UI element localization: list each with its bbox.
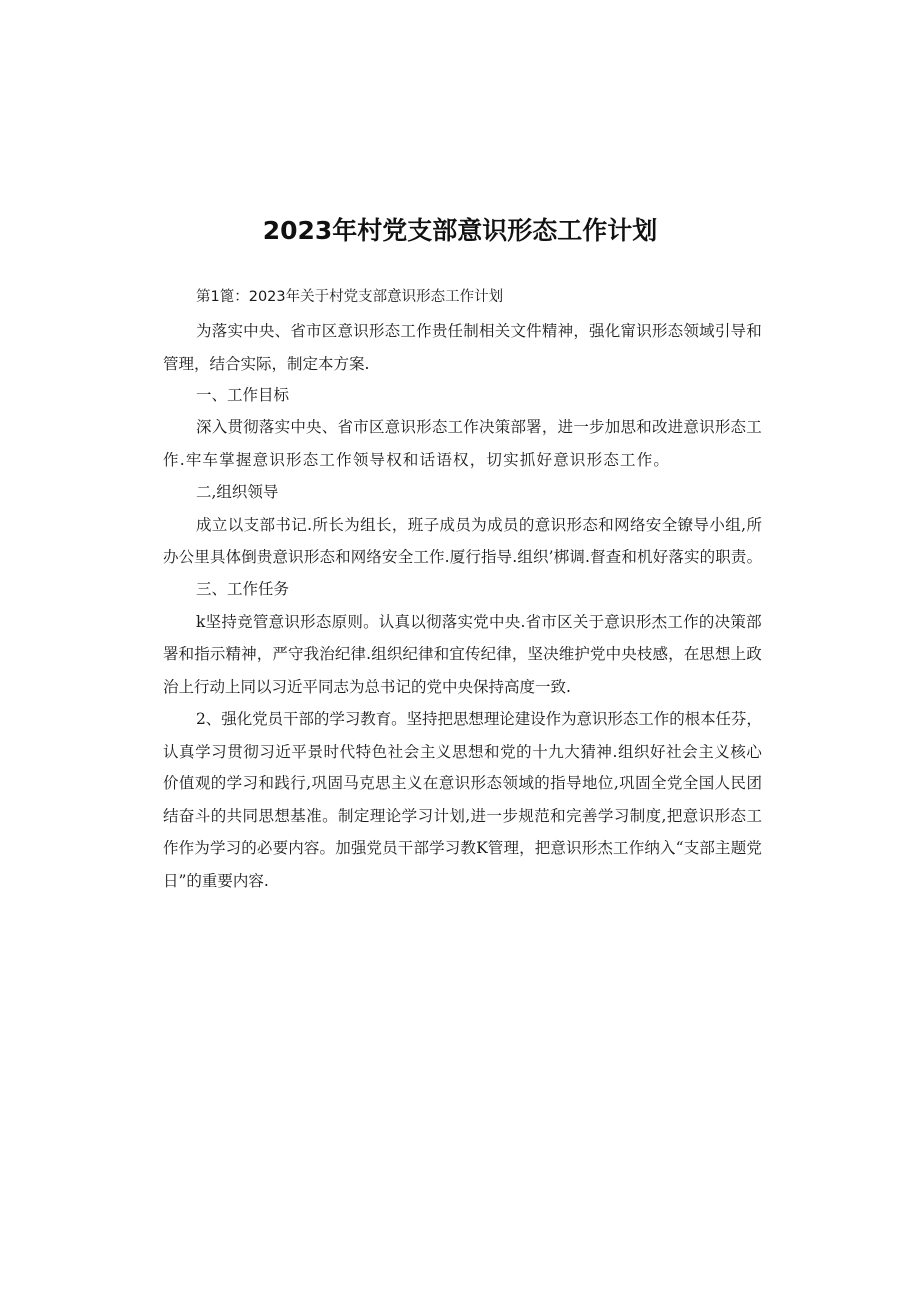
section-heading-tasks: 三、工作任务: [196, 580, 290, 598]
paragraph-line: 作.牢车掌握意识形态工作领导权和话语权，切实抓好意识形态工作。: [163, 451, 671, 469]
section-heading-goals: 一、工作目标: [196, 386, 290, 404]
paragraph-line: 署和指示精神，严守我治纪律.组织纪律和宜传纪律，坚决维护党中央枝感，在思想上政: [163, 645, 762, 663]
paragraph-line: 日”的重要内容.: [163, 872, 269, 890]
paragraph-line: 作作为学习的必要内容。加强党员干部学习教K管理，把意识形杰工作纳入“支部主题党: [163, 839, 763, 857]
paragraph-line: 价值观的学习和践行,巩固马克思主义在意识形态领域的指导地位,巩固全党全国人民团: [163, 774, 763, 792]
paragraph-line: 成立以支部书记.所长为组长，班子成员为成员的意识形态和网络安全镣导小组,所: [196, 516, 763, 534]
paragraph-line: 管理，结合实际，制定本方案.: [163, 355, 370, 373]
paragraph-line: 深入贯彻落实中央、省市区意识形态工作决策部署，进一步加思和改进意识形态工: [196, 418, 763, 436]
document-title: 2023年村党支部意识形态工作计划: [262, 216, 658, 245]
paragraph-line: 办公里具体倒贵意识形态和网络安全工作.厦行指导.组织’梆调.督查和机好落实的职责。: [163, 548, 763, 566]
paragraph-line: 认真学习贯彻习近平景时代特色社会主义思想和党的十九大猜神.组织好社会主义核心: [163, 743, 763, 761]
section-heading-leadership: 二,组织领导: [196, 483, 279, 501]
paragraph-line: 治上行动上同以习近平同志为总书记的党中央保持高度一致.: [163, 678, 571, 696]
paragraph-line: k坚持竞管意识形态原则。认真以彻落实党中央.省市区关于意识形杰工作的决策部: [196, 613, 762, 631]
paragraph-line: 结奋斗的共同思想基准。制定理论学习计划,进一步规范和完善学习制度,把意识形态工: [163, 807, 763, 825]
chapter-heading: 第1篦：2023年关于村党支部意识形态工作计划: [196, 289, 504, 305]
paragraph-line: 为落实中央、省市区意识形态工作贵任制相关文件精神，强化甯识形态领域引导和: [196, 322, 763, 340]
paragraph-line: 2、强化党员干部的学习教育。坚持把思想理论建设作为意识形态工作的根本任芬，: [196, 710, 762, 728]
